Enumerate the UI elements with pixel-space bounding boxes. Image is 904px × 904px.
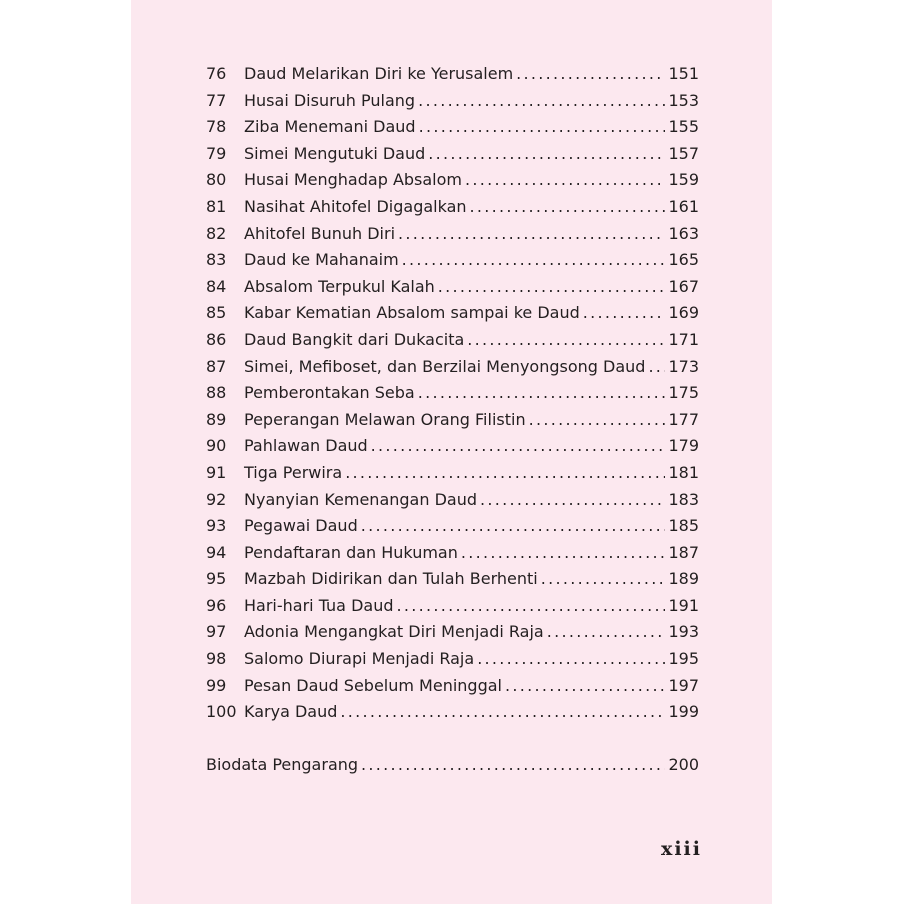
- dot-leader: [428, 141, 665, 168]
- chapter-page-number: 151: [668, 64, 699, 83]
- chapter-page-number: 171: [668, 329, 699, 349]
- chapter-number: 92: [206, 489, 227, 509]
- chapter-page-number: 179: [668, 436, 699, 456]
- chapter-title: Pahlawan Daud: [244, 436, 368, 456]
- appendix-entry: [206, 752, 699, 779]
- dot-leader: [371, 433, 666, 460]
- chapter-number: 100: [206, 702, 237, 722]
- toc-row: [206, 407, 699, 434]
- chapter-number: 90: [206, 436, 227, 456]
- chapter-title: Ahitofel Bunuh Diri: [244, 223, 396, 243]
- toc-row: [206, 619, 699, 646]
- book-page: [131, 0, 772, 904]
- chapter-number: 89: [206, 409, 227, 429]
- dot-leader: [480, 487, 665, 514]
- chapter-number: 83: [206, 250, 227, 270]
- toc-row: [206, 513, 699, 540]
- chapter-title: Salomo Diurapi Menjadi Raja: [244, 649, 475, 669]
- dot-leader: [465, 167, 665, 194]
- dot-leader: [361, 513, 666, 540]
- chapter-page-number: 175: [668, 383, 699, 403]
- dot-leader: [398, 221, 665, 248]
- chapter-title: Tiga Perwira: [244, 462, 343, 482]
- chapter-page-number: 173: [668, 356, 699, 376]
- chapter-page-number: 199: [668, 702, 699, 722]
- toc-row: [206, 646, 699, 673]
- chapter-number: 85: [206, 303, 227, 323]
- chapter-page-number: 155: [668, 117, 699, 137]
- chapter-title: Nyanyian Kemenangan Daud: [244, 489, 477, 509]
- dot-leader: [418, 88, 665, 115]
- chapter-page-number: 195: [668, 649, 699, 669]
- dot-leader: [583, 300, 666, 327]
- dot-leader: [418, 380, 666, 407]
- chapter-number: 79: [206, 143, 227, 163]
- toc-row: [206, 593, 699, 620]
- toc-row: [206, 699, 699, 726]
- chapter-number: 95: [206, 569, 227, 589]
- dot-leader: [648, 354, 665, 381]
- dot-leader: [396, 593, 665, 620]
- dot-leader: [505, 673, 665, 700]
- chapter-page-number: 189: [668, 569, 699, 589]
- chapter-page-number: 193: [668, 622, 699, 642]
- toc-row: [206, 88, 699, 115]
- chapter-page-number: 191: [668, 595, 699, 615]
- dot-leader: [470, 194, 666, 221]
- chapter-title: Husai Menghadap Absalom: [244, 170, 462, 190]
- dot-leader: [340, 699, 665, 726]
- chapter-number: 80: [206, 170, 227, 190]
- chapter-number: 78: [206, 117, 227, 137]
- toc-row: [206, 460, 699, 487]
- chapter-title: Daud Melarikan Diri ke Yerusalem: [244, 64, 514, 83]
- dot-leader: [467, 327, 665, 354]
- chapter-page-number: 161: [668, 196, 699, 216]
- chapter-page-number: 181: [668, 462, 699, 482]
- chapter-title: Pesan Daud Sebelum Meninggal: [244, 675, 502, 695]
- dot-leader: [419, 114, 666, 141]
- chapter-number: 96: [206, 595, 227, 615]
- chapter-page-number: 165: [668, 250, 699, 270]
- toc-row: [206, 221, 699, 248]
- chapter-number: 82: [206, 223, 227, 243]
- chapter-page-number: 153: [668, 90, 699, 110]
- chapter-title: Pendaftaran dan Hukuman: [244, 542, 458, 562]
- dot-leader: [461, 540, 666, 567]
- appendix-title: Biodata Pengarang: [206, 755, 359, 774]
- toc-row: [206, 540, 699, 567]
- chapter-title: Pegawai Daud: [244, 516, 358, 536]
- chapter-page-number: 159: [668, 170, 699, 190]
- toc-row: [206, 61, 699, 88]
- chapter-number: 93: [206, 516, 227, 536]
- chapter-page-number: 177: [668, 409, 699, 429]
- chapter-number: 94: [206, 542, 227, 562]
- toc-row: [206, 673, 699, 700]
- toc-row: [206, 247, 699, 274]
- toc-row: [206, 300, 699, 327]
- chapter-page-number: 157: [668, 143, 699, 163]
- toc-row: [206, 566, 699, 593]
- toc-row: [206, 354, 699, 381]
- chapter-title: Kabar Kematian Absalom sampai ke Daud: [244, 303, 580, 323]
- toc-row: [206, 114, 699, 141]
- appendix-page-number: 200: [668, 755, 699, 774]
- toc-row: [206, 327, 699, 354]
- chapter-number: 97: [206, 622, 227, 642]
- chapter-title: Pemberontakan Seba: [244, 383, 415, 403]
- toc-row: [206, 194, 699, 221]
- chapter-page-number: 163: [668, 223, 699, 243]
- chapter-title: Peperangan Melawan Orang Filistin: [244, 409, 526, 429]
- chapter-page-number: 187: [668, 542, 699, 562]
- toc-row: [206, 380, 699, 407]
- chapter-title: Husai Disuruh Pulang: [244, 90, 416, 110]
- dot-leader: [402, 247, 666, 274]
- dot-leader: [438, 274, 666, 301]
- chapter-title: Adonia Mengangkat Diri Menjadi Raja: [244, 622, 544, 642]
- chapter-title: Daud ke Mahanaim: [244, 250, 399, 270]
- chapter-title: Absalom Terpukul Kalah: [244, 276, 435, 296]
- toc-row: [206, 433, 699, 460]
- chapter-page-number: 197: [668, 675, 699, 695]
- dot-leader: [541, 566, 666, 593]
- toc-row: [206, 274, 699, 301]
- dot-leader: [547, 619, 666, 646]
- chapter-title: Simei, Mefiboset, dan Berzilai Menyongsong Daud: [244, 356, 646, 376]
- chapter-title: Ziba Menemani Daud: [244, 117, 416, 137]
- page-folio: xiii: [661, 838, 702, 860]
- chapter-page-number: 167: [668, 276, 699, 296]
- dot-leader: [516, 61, 665, 88]
- table-of-contents: [206, 61, 699, 726]
- chapter-number: 99: [206, 675, 227, 695]
- chapter-title: Karya Daud: [244, 702, 338, 722]
- dot-leader: [345, 460, 665, 487]
- chapter-title: Daud Bangkit dari Dukacita: [244, 329, 465, 349]
- chapter-title: Mazbah Didirikan dan Tulah Berhenti: [244, 569, 538, 589]
- chapter-page-number: 183: [668, 489, 699, 509]
- chapter-number: 86: [206, 329, 227, 349]
- dot-leader: [529, 407, 666, 434]
- chapter-number: 91: [206, 462, 227, 482]
- chapter-number: 84: [206, 276, 227, 296]
- chapter-number: 88: [206, 383, 227, 403]
- chapter-title: Nasihat Ahitofel Digagalkan: [244, 196, 467, 216]
- toc-row-biodata: [206, 752, 699, 779]
- chapter-page-number: 169: [668, 303, 699, 323]
- dot-leader: [361, 752, 665, 779]
- chapter-title: Simei Mengutuki Daud: [244, 143, 426, 163]
- toc-row: [206, 141, 699, 168]
- chapter-number: 77: [206, 90, 227, 110]
- chapter-number: 98: [206, 649, 227, 669]
- dot-leader: [477, 646, 665, 673]
- chapter-number: 87: [206, 356, 227, 376]
- chapter-number: 76: [206, 64, 227, 83]
- chapter-title: Hari-hari Tua Daud: [244, 595, 394, 615]
- toc-row: [206, 487, 699, 514]
- chapter-number: 81: [206, 196, 227, 216]
- toc-row: [206, 167, 699, 194]
- chapter-page-number: 185: [668, 516, 699, 536]
